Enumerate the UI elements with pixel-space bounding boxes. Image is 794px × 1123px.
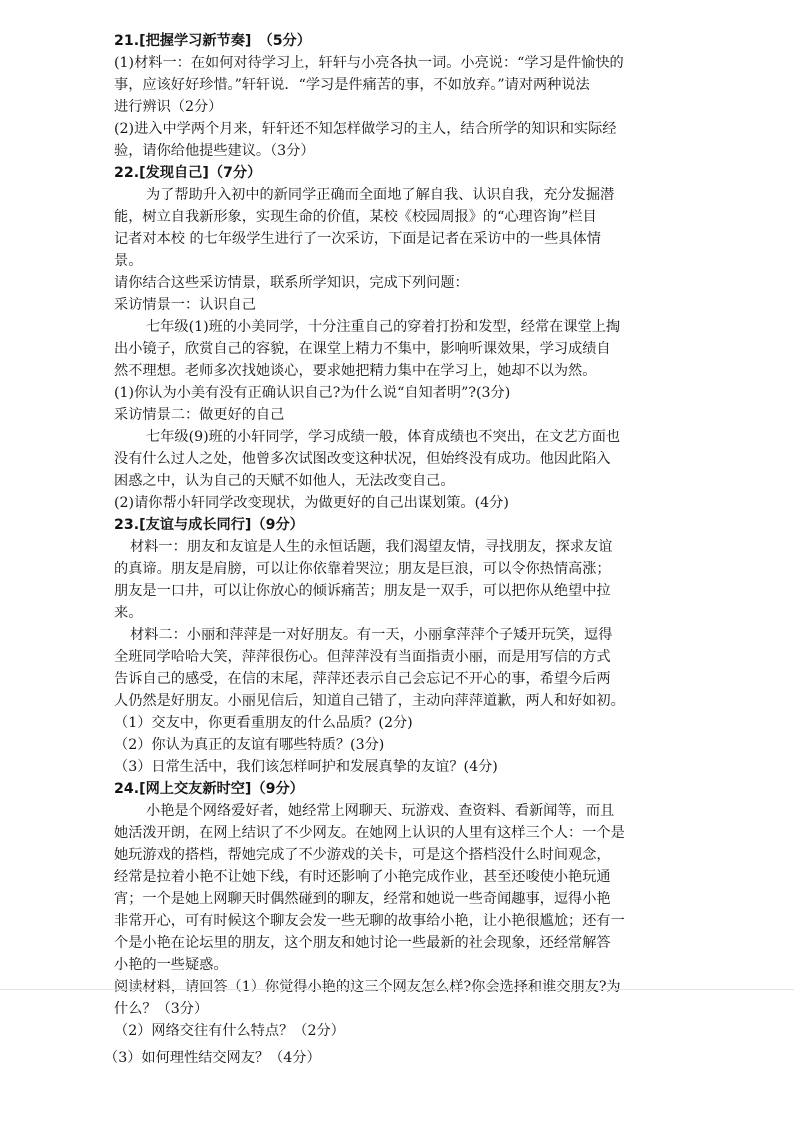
q24-sub3: （3）如何理性结交网友？（4分） xyxy=(104,1050,321,1066)
q23-material-1-line-1: 材料一：朋友和友谊是人生的永恒话题，我们渴望友情，寻找朋友，探求友谊 xyxy=(130,539,613,555)
q23-sub1: （1）交友中，你更看重朋友的什么品质？(2分) xyxy=(114,715,413,731)
question-21-title: 21.[把握学习新节奏] （5分） xyxy=(114,33,311,49)
q22-intro-line-4: 景。 xyxy=(114,253,143,269)
q24-sub2: （2）网络交往有什么特点？（2分） xyxy=(114,1023,345,1039)
q24-material-line-5: 宵；一个是她上网聊天时偶然碰到的聊友，经常和她说一些奇闻趣事，逗得小艳 xyxy=(114,891,611,907)
q22-scenario-2-line-2: 没有什么过人之处，他曾多次试图改变这种状况，但始终没有成功。他因此陷入 xyxy=(114,451,611,467)
q22-intro-line-1: 为了帮助升入初中的新同学正确而全面地了解自我、认识自我，充分发掘潜 xyxy=(146,187,615,203)
q22-scenario-1-heading: 采访情景一：认识自己 xyxy=(114,297,256,313)
q23-material-2-line-4: 人仍然是好朋友。小丽见信后，知道自己错了，主动向萍萍道歉，两人和好如初。 xyxy=(114,693,625,709)
q22-instruction: 请你结合这些采访情景，联系所学知识，完成下列问题： xyxy=(114,275,469,291)
q21-material-line-2: 事，应该好好珍惜。”轩轩说．“学习是件痛苦的事，不如放弃。”请对两种说法 xyxy=(114,77,590,93)
q24-material-line-7: 个是小艳在论坛里的朋友，这个朋友和她讨论一些最新的社会现象，还经常解答 xyxy=(114,935,611,951)
q23-sub2: （2）你认为真正的友谊有哪些特质？(3分) xyxy=(114,737,385,753)
scan-fold-line xyxy=(0,989,794,990)
q21-sub2-line-1: (2)进入中学两个月来，轩轩还不知怎样做学习的主人，结合所学的知识和实际经 xyxy=(114,121,617,137)
q22-intro-line-2: 能，树立自我新形象，实现生命的价值，某校《校园周报》的“心理咨询”栏目 xyxy=(114,209,597,225)
q22-scenario-2-line-3: 困惑之中，认为自己的天赋不如他人，无法改变自己。 xyxy=(114,473,455,489)
q24-material-line-1: 小艳是个网络爱好者，她经常上网聊天、玩游戏、查资料、看新闻等，而且 xyxy=(146,803,615,819)
q23-sub3: （3）日常生活中，我们该怎样呵护和发展真挚的友谊？(4分) xyxy=(114,759,498,775)
question-22-title: 22.[发现自己]（7分） xyxy=(114,165,262,181)
q24-material-line-4: 经常是拉着小艳不让她下线，有时还影响了小艳完成作业，甚至还唆使小艳玩通 xyxy=(114,869,611,885)
q22-sub2: (2)请你帮小轩同学改变现状，为做更好的自己出谋划策。(4分) xyxy=(114,495,509,511)
q23-material-2-line-3: 告诉自己的感受，在信的末尾，萍萍还表示自己会忘记不开心的事，希望今后两 xyxy=(114,671,611,687)
q24-material-line-2: 她活泼开朗，在网上结识了不少网友。在她网上认识的人里有这样三个人：一个是 xyxy=(114,825,625,841)
q23-material-1-line-4: 来。 xyxy=(114,605,143,621)
q24-sub1-line-1: 阅读材料，请回答（1）你觉得小艳的这三个网友怎么样?你会选择和谁交朋友?为 xyxy=(114,979,621,995)
q24-material-line-6: 非常开心，可有时候这个聊友会发一些无聊的故事给小艳，让小艳很尴尬；还有一 xyxy=(114,913,625,929)
q21-material-line-3: 进行辨识（2分） xyxy=(114,99,223,115)
question-24-title: 24.[网上交友新时空]（9分） xyxy=(114,781,304,797)
q22-scenario-1-line-1: 七年级(1)班的小美同学，十分注重自己的穿着打扮和发型，经常在课堂上掏 xyxy=(146,319,621,335)
q24-material-line-3: 她玩游戏的搭档，帮她完成了不少游戏的关卡，可是这个搭档没什么时间观念， xyxy=(114,847,611,863)
q23-material-2-line-1: 材料二：小丽和萍萍是一对好朋友。有一天，小丽拿萍萍个子矮开玩笑，逗得 xyxy=(130,627,613,643)
q22-scenario-1-line-3: 然不理想。老师多次找她谈心，要求她把精力集中在学习上，她却不以为然。 xyxy=(114,363,597,379)
q22-scenario-2-line-1: 七年级(9)班的小轩同学，学习成绩一般，体育成绩也不突出，在文艺方面也 xyxy=(146,429,621,445)
q24-sub1-line-2: 什么？（3分） xyxy=(114,1001,209,1017)
question-23-title: 23.[友谊与成长同行]（9分） xyxy=(114,517,304,533)
q22-scenario-1-line-2: 出小镜子，欣赏自己的容貌，在课堂上精力不集中，影响听课效果，学习成绩自 xyxy=(114,341,611,357)
q22-scenario-2-heading: 采访情景二：做更好的自己 xyxy=(114,407,285,423)
q24-material-line-8: 小艳的一些疑惑。 xyxy=(114,957,228,973)
q23-material-1-line-3: 朋友是一口井，可以让你放心的倾诉痛苦；朋友是一双手，可以把你从绝望中拉 xyxy=(114,583,611,599)
q22-intro-line-3: 记者对本校 的七年级学生进行了一次采访，下面是记者在采访中的一些具体情 xyxy=(114,231,601,247)
q23-material-1-line-2: 的真谛。朋友是肩膀，可以让你依靠着哭泣；朋友是巨浪，可以令你热情高涨； xyxy=(114,561,611,577)
q21-material-line-1: (1)材料一：在如何对待学习上，轩轩与小亮各执一词。小亮说：“学习是件愉快的 xyxy=(114,55,624,71)
q22-sub1: (1)你认为小美有没有正确认识自己?为什么说“自知者明”?(3分) xyxy=(114,385,511,401)
q21-sub2-line-2: 验，请你给他提些建议。（3分） xyxy=(114,143,315,159)
q23-material-2-line-2: 全班同学哈哈大笑，萍萍很伤心。但萍萍没有当面指责小丽，而是用写信的方式 xyxy=(114,649,611,665)
